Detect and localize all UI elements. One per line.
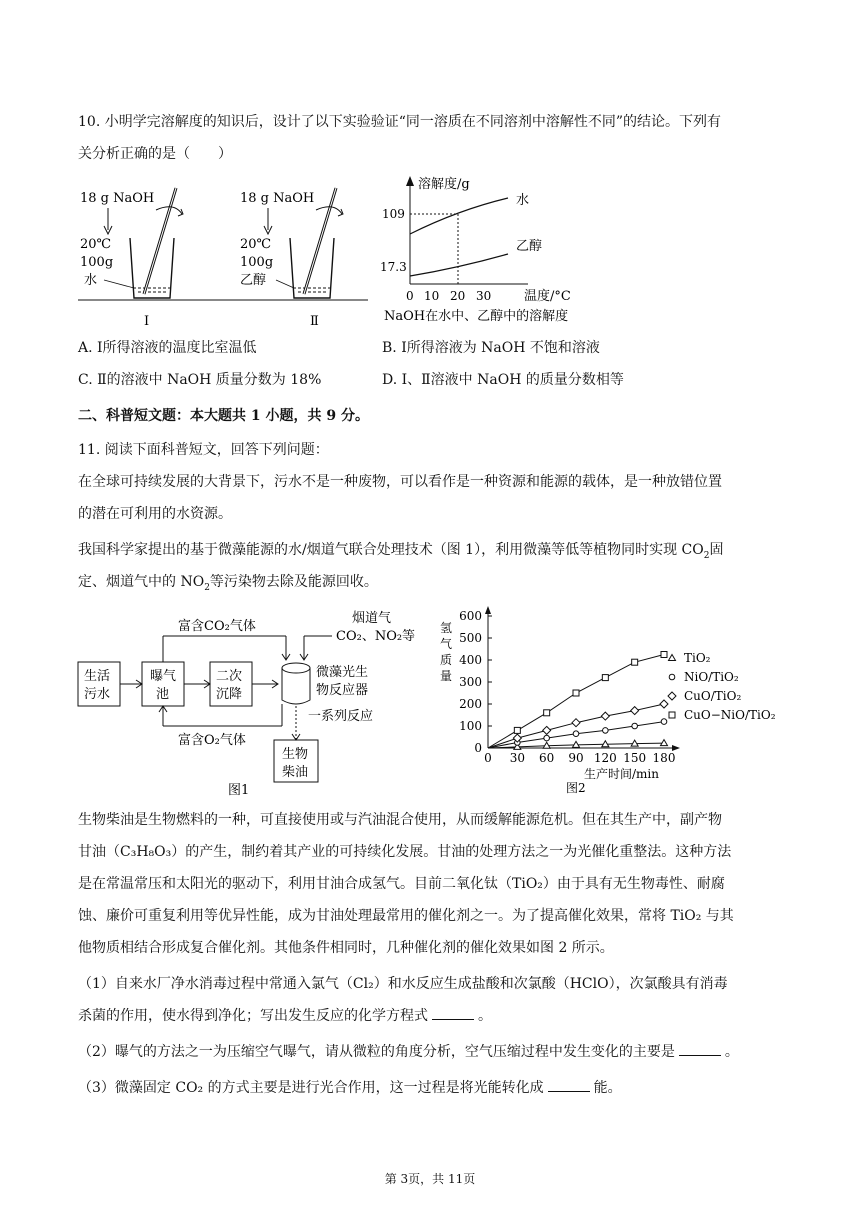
beaker-figure: [78, 180, 368, 330]
svg-text:量: 量: [440, 669, 453, 683]
fig2-point: [661, 652, 667, 658]
fig2-point: [544, 710, 550, 716]
beaker1-solvent: 水: [84, 273, 98, 288]
q11-p1-line1: 在全球可持续发展的大背景下，污水不是一种废物，可以看作是一种资源和能源的载体，是一种放错位置: [78, 474, 722, 490]
q10-stem-line1: 10. 小明学完溶解度的知识后，设计了以下实验验证“同一溶质在不同溶剂中溶解性不同”的结论。下列有: [78, 114, 722, 130]
fig2-xtick-label: 0: [484, 751, 492, 765]
svg-text:质: 质: [440, 653, 453, 667]
beaker-2: [240, 188, 343, 329]
figure-2-chart: [436, 600, 796, 800]
beaker1-solute: 18 g NaOH: [80, 191, 155, 206]
svg-text:污水: 污水: [84, 687, 111, 702]
fig2-ytick-label: 500: [459, 631, 482, 645]
option-c: C. Ⅱ的溶液中 NaOH 质量分数为 18%: [78, 372, 322, 388]
curve-y-109: 109: [382, 207, 405, 221]
fig2-legend-label: CuO/TiO₂: [684, 689, 742, 703]
fig2-xtick-label: 180: [652, 751, 676, 765]
ethanol-curve: [410, 254, 508, 276]
fig2-xtick-label: 150: [623, 751, 647, 765]
fig2-point: [601, 712, 609, 720]
figure-1-flow: [74, 606, 434, 802]
fig2-legend-marker: [669, 655, 676, 661]
fig2-xtick-label: 60: [539, 751, 555, 765]
answer-blank-3[interactable]: [548, 1079, 590, 1092]
answer-blank-1[interactable]: [432, 1007, 474, 1020]
svg-text:物反应器: 物反应器: [316, 683, 369, 698]
beaker1-amount: 100g: [80, 255, 114, 270]
fig2-legend-marker: [668, 692, 676, 700]
fig2-ytick-label: 0: [474, 741, 482, 755]
figure-2-caption: 图2: [566, 781, 586, 795]
fig2-ytick-label: 300: [459, 675, 482, 689]
fig2-point: [632, 723, 638, 729]
fig2-point: [631, 707, 639, 715]
beaker2-solute: 18 g NaOH: [240, 191, 315, 206]
section-heading: 二、科普短文题：本大题共 1 小题，共 9 分。: [78, 408, 369, 424]
fig2-xtick-label: 30: [509, 751, 525, 765]
svg-text:气: 气: [440, 637, 453, 651]
o2-gas-label: 富含O₂气体: [178, 733, 246, 748]
page-footer: 第 3页，共 11页: [384, 1172, 476, 1186]
fig2-legend-marker: [669, 674, 675, 680]
co2-gas-label: 富含CO₂气体: [178, 619, 256, 634]
q11-sub2: （2）曝气的方法之一为压缩空气曝气，请从微粒的角度分析，空气压缩过程中发生变化的主要是 。: [78, 1044, 739, 1060]
solubility-curve-figure: [378, 172, 608, 328]
q11-sub1-line1: （1）自来水厂净水消毒过程中常通入氯气（Cl₂）和水反应生成盐酸和次氯酸（HClO），次氯酸具有消毒: [78, 976, 728, 992]
beaker1-label: Ⅰ: [144, 314, 150, 329]
svg-text:20: 20: [450, 289, 466, 303]
beaker2-label: Ⅱ: [310, 314, 319, 329]
svg-text:池: 池: [156, 687, 170, 702]
fig2-point: [543, 726, 551, 734]
q10-stem-line2: 关分析正确的是（ ）: [78, 146, 232, 162]
fig2-point: [573, 731, 579, 737]
curve-xlabel: 温度/°C: [524, 289, 571, 304]
curve-water-label: 水: [516, 193, 530, 208]
curve-ethanol-label: 乙醇: [516, 239, 543, 254]
svg-text:30: 30: [476, 289, 492, 303]
water-curve: [410, 198, 508, 234]
fig2-point: [602, 675, 608, 681]
option-b: B. Ⅰ所得溶液为 NaOH 不饱和溶液: [382, 340, 600, 356]
answer-blank-2[interactable]: [679, 1043, 721, 1056]
q11-sub3: （3）微藻固定 CO₂ 的方式主要是进行光合作用，这一过程是将光能转化成 能。: [78, 1080, 622, 1096]
biodiesel-box: 生物: [282, 747, 309, 762]
fig2-point: [632, 659, 638, 665]
fig2-ytick-label: 600: [459, 609, 482, 623]
flue-gas-label: 烟道气: [352, 611, 392, 626]
svg-text:CO₂、NO₂等: CO₂、NO₂等: [336, 629, 416, 644]
fig2-legend-label: CuO−NiO/TiO₂: [684, 708, 776, 722]
svg-text:沉降: 沉降: [216, 687, 243, 702]
fig2-legend-label: NiO/TiO₂: [684, 670, 739, 684]
fig2-point: [660, 700, 668, 708]
fig2-point: [661, 719, 667, 725]
q11-p3-line3: 是在常温常压和太阳光的驱动下，利用甘油合成氢气。目前二氧化钛（TiO₂）由于具有无生物毒性、耐腐: [78, 876, 725, 892]
beaker2-temp: 20℃: [240, 237, 272, 252]
fig2-y-arrow: [485, 606, 491, 614]
fig2-ytick-label: 100: [459, 719, 482, 733]
fig2-ytick-label: 200: [459, 697, 482, 711]
q11-p3-line1: 生物柴油是生物燃料的一种，可直接使用或与汽油混合使用，从而缓解能源危机。但在其生产中，副产物: [78, 812, 722, 828]
svg-text:柴油: 柴油: [282, 765, 309, 780]
curve-y-17: 17.3: [380, 260, 407, 274]
curve-caption: NaOH在水中、乙醇中的溶解度: [384, 309, 569, 324]
q11-p3-line5: 他物质相结合形成复合催化剂。其他条件相同时，几种催化剂的催化效果如图 2 所示。: [78, 940, 614, 956]
q11-p1-line2: 的潜在可利用的水资源。: [78, 506, 232, 522]
reactions-label: 一系列反应: [308, 709, 374, 724]
figure-1-caption: 图1: [228, 783, 250, 798]
settling-box: 二次: [216, 669, 243, 684]
beaker2-solvent: 乙醇: [240, 273, 267, 288]
q11-p2-line1: 我国科学家提出的基于微藻能源的水/烟道气联合处理技术（图 1），利用微藻等低等植物同时实现 $CO_2$固: [78, 542, 724, 561]
q11-sub1-line2: 杀菌的作用，使水得到净化；写出发生反应的化学方程式 。: [78, 1008, 492, 1024]
q11-intro: 11. 阅读下面科普短文，回答下列问题：: [78, 442, 329, 458]
q11-p3-line4: 蚀、廉价可重复利用等优异性能，成为甘油处理最常用的催化剂之一。为了提高催化效果，常将 TiO₂ 与其: [78, 908, 734, 924]
beaker2-amount: 100g: [240, 255, 274, 270]
fig2-legend-label: TiO₂: [684, 651, 711, 665]
fig2-point: [514, 727, 520, 733]
svg-text:10: 10: [424, 289, 440, 303]
fig2-xtick-label: 120: [593, 751, 617, 765]
fig2-point: [572, 719, 580, 727]
aeration-box: 曝气: [150, 669, 177, 684]
curve-ylabel: 溶解度/g: [418, 177, 470, 192]
fig2-ylabel: 氢: [440, 621, 453, 635]
fig2-xtick-label: 90: [568, 751, 584, 765]
fig2-ytick-label: 400: [459, 653, 482, 667]
fig2-point: [544, 735, 550, 741]
fig2-legend-marker: [669, 712, 675, 718]
q11-p2-line2: 定、烟道气中的 $NO_2$等污染物去除及能源回收。: [78, 574, 378, 593]
fig2-point: [603, 728, 609, 734]
option-a: A. Ⅰ所得溶液的温度比室温低: [78, 340, 257, 356]
reactor-label: 微藻光生: [316, 665, 369, 680]
beaker-1: [80, 188, 183, 329]
option-d: D. Ⅰ、Ⅱ溶液中 NaOH 的质量分数相等: [382, 372, 624, 388]
beaker1-temp: 20℃: [80, 237, 112, 252]
fig2-point: [661, 740, 668, 746]
q11-p3-line2: 甘油（C₃H₈O₃）的产生，制约着其产业的可持续化发展。甘油的处理方法之一为光催化重整法。这种方法: [78, 844, 732, 860]
fig2-point: [573, 690, 579, 696]
sewage-box: 生活: [84, 669, 111, 684]
svg-text:0: 0: [406, 289, 414, 303]
fig2-xlabel: 生产时间/min: [584, 767, 659, 781]
